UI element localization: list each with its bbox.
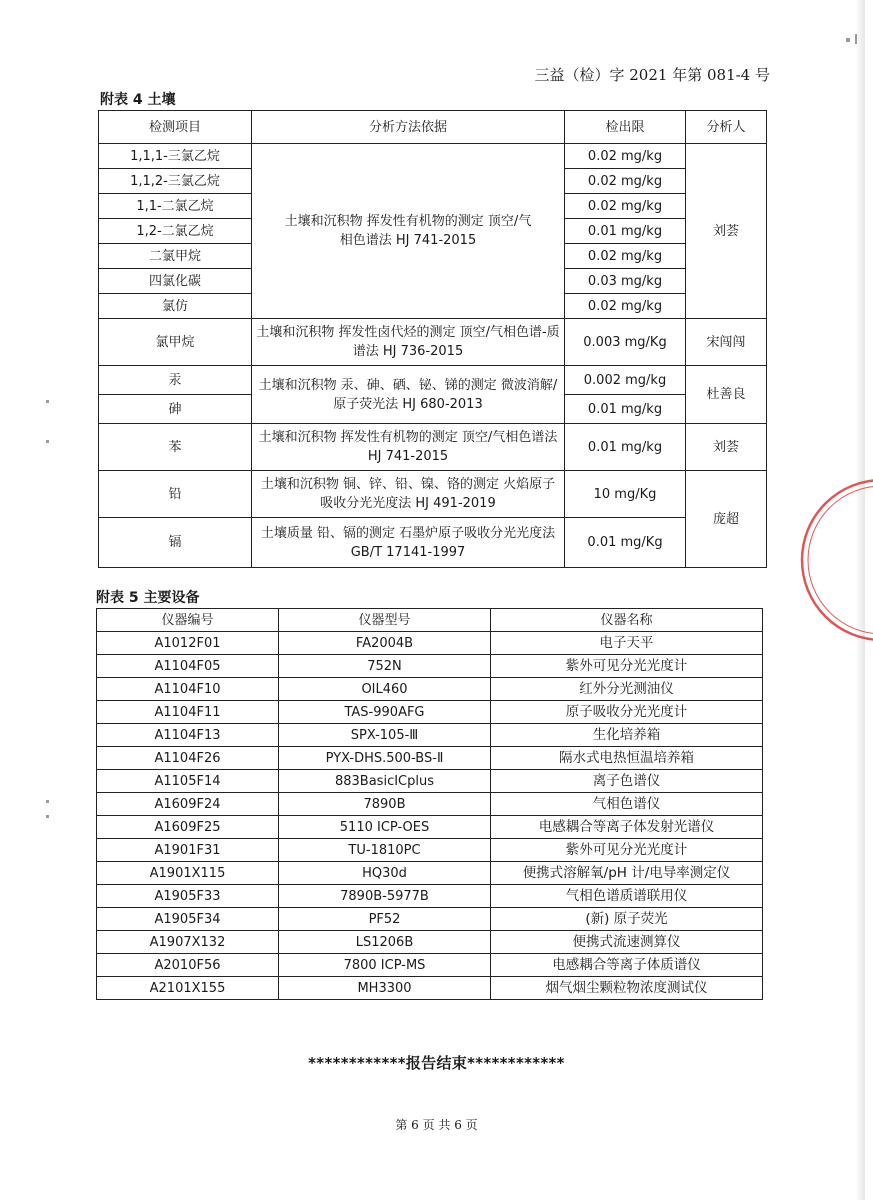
table4-caption: 附表 4 土壤 [100, 92, 176, 108]
instrument-id: A1901X115 [97, 862, 279, 885]
column-header: 仪器编号 [97, 609, 279, 632]
instrument-name: (新) 原子荧光 [491, 908, 763, 931]
column-header: 检出限 [565, 111, 686, 144]
analyst-cell: 刘荟 [686, 424, 767, 471]
instrument-id: A1907X132 [97, 931, 279, 954]
instrument-model: 7890B [279, 793, 491, 816]
equipment-row [97, 931, 763, 954]
official-seal [762, 470, 873, 650]
test-item: 汞 [99, 366, 252, 395]
test-item: 1,1-二氯乙烷 [99, 194, 252, 219]
detection-limit: 0.01 mg/kg [565, 424, 686, 471]
instrument-model: FA2004B [279, 632, 491, 655]
instrument-id: A1609F25 [97, 816, 279, 839]
detection-limit: 0.002 mg/kg [565, 366, 686, 395]
instrument-model: 5110 ICP-OES [279, 816, 491, 839]
instrument-name: 离子色谱仪 [491, 770, 763, 793]
instrument-model: 752N [279, 655, 491, 678]
scan-mark [846, 38, 850, 42]
scan-mark [46, 815, 49, 818]
test-item: 苯 [99, 424, 252, 471]
detection-limit: 0.01 mg/Kg [565, 518, 686, 568]
equipment-row [97, 701, 763, 724]
instrument-id: A1609F24 [97, 793, 279, 816]
column-header: 分析人 [686, 111, 767, 144]
scan-mark [46, 440, 49, 443]
test-item: 1,2-二氯乙烷 [99, 219, 252, 244]
instrument-id: A1104F13 [97, 724, 279, 747]
instrument-model: TAS-990AFG [279, 701, 491, 724]
instrument-name: 红外分光测油仪 [491, 678, 763, 701]
page-number: 第 6 页 共 6 页 [395, 1118, 478, 1132]
scan-mark [855, 34, 857, 44]
equipment-row [97, 770, 763, 793]
test-item: 1,1,1-三氯乙烷 [99, 144, 252, 169]
equipment-row [97, 655, 763, 678]
test-item: 氯仿 [99, 294, 252, 319]
instrument-id: A2010F56 [97, 954, 279, 977]
analyst-cell: 杜善良 [686, 366, 767, 424]
equipment-row [97, 678, 763, 701]
instrument-model: PF52 [279, 908, 491, 931]
column-header: 仪器型号 [279, 609, 491, 632]
instrument-name: 紫外可见分光光度计 [491, 839, 763, 862]
method-cell: 土壤和沉积物 汞、砷、硒、铋、锑的测定 微波消解/原子荧光法 HJ 680-2013 [252, 366, 565, 424]
soil-test-table [98, 110, 767, 568]
equipment-row [97, 724, 763, 747]
instrument-model: 7890B-5977B [279, 885, 491, 908]
method-cell: 土壤和沉积物 挥发性有机物的测定 顶空/气相色谱法 HJ 741-2015 [252, 424, 565, 471]
instrument-model: SPX-105-Ⅲ [279, 724, 491, 747]
test-item: 四氯化碳 [99, 269, 252, 294]
instrument-id: A1905F34 [97, 908, 279, 931]
instrument-model: 7800 ICP-MS [279, 954, 491, 977]
test-item: 镉 [99, 518, 252, 568]
instrument-id: A1901F31 [97, 839, 279, 862]
equipment-row [97, 885, 763, 908]
test-item: 铅 [99, 471, 252, 518]
report-end-marker: ************报告结束************ [308, 1054, 565, 1072]
test-item: 氯甲烷 [99, 319, 252, 366]
equipment-row [97, 816, 763, 839]
detection-limit: 0.02 mg/kg [565, 144, 686, 169]
instrument-name: 便携式溶解氧/pH 计/电导率测定仪 [491, 862, 763, 885]
instrument-name: 生化培养箱 [491, 724, 763, 747]
column-header: 检测项目 [99, 111, 252, 144]
equipment-table [96, 608, 763, 1000]
method-cell: 土壤和沉积物 铜、锌、铅、镍、铬的测定 火焰原子吸收分光光度法 HJ 491-2019 [252, 471, 565, 518]
instrument-name: 隔水式电热恒温培养箱 [491, 747, 763, 770]
instrument-name: 气相色谱仪 [491, 793, 763, 816]
report-number: 三益（检）字 2021 年第 081-4 号 [534, 66, 770, 84]
method-cell: 土壤质量 铅、镉的测定 石墨炉原子吸收分光光度法 GB/T 17141-1997 [252, 518, 565, 568]
instrument-id: A1104F05 [97, 655, 279, 678]
analyst-cell: 刘荟 [686, 144, 767, 319]
test-item: 1,1,2-三氯乙烷 [99, 169, 252, 194]
method-cell: 土壤和沉积物 挥发性卤代烃的测定 顶空/气相色谱-质谱法 HJ 736-2015 [252, 319, 565, 366]
instrument-name: 电子天平 [491, 632, 763, 655]
detection-limit: 0.01 mg/kg [565, 395, 686, 424]
instrument-id: A1104F11 [97, 701, 279, 724]
instrument-id: A1012F01 [97, 632, 279, 655]
instrument-model: MH3300 [279, 977, 491, 1000]
seal-stamp-image [762, 470, 873, 650]
equipment-row [97, 632, 763, 655]
instrument-model: PYX-DHS.500-BS-Ⅱ [279, 747, 491, 770]
instrument-name: 气相色谱质谱联用仪 [491, 885, 763, 908]
instrument-id: A1905F33 [97, 885, 279, 908]
instrument-model: OIL460 [279, 678, 491, 701]
equipment-row [97, 839, 763, 862]
analyst-cell: 宋闯闯 [686, 319, 767, 366]
instrument-model: HQ30d [279, 862, 491, 885]
test-item: 砷 [99, 395, 252, 424]
detection-limit: 0.003 mg/Kg [565, 319, 686, 366]
test-item: 二氯甲烷 [99, 244, 252, 269]
instrument-name: 电感耦合等离子体发射光谱仪 [491, 816, 763, 839]
instrument-name: 紫外可见分光光度计 [491, 655, 763, 678]
detection-limit: 0.02 mg/kg [565, 244, 686, 269]
detection-limit: 0.03 mg/kg [565, 269, 686, 294]
equipment-row [97, 862, 763, 885]
analyst-cell: 庞超 [686, 471, 767, 568]
instrument-name: 电感耦合等离子体质谱仪 [491, 954, 763, 977]
detection-limit: 10 mg/Kg [565, 471, 686, 518]
column-header: 仪器名称 [491, 609, 763, 632]
scan-mark [46, 400, 49, 403]
instrument-id: A1105F14 [97, 770, 279, 793]
instrument-id: A2101X155 [97, 977, 279, 1000]
instrument-name: 烟气烟尘颗粒物浓度测试仪 [491, 977, 763, 1000]
detection-limit: 0.02 mg/kg [565, 169, 686, 194]
instrument-name: 便携式流速测算仪 [491, 931, 763, 954]
detection-limit: 0.01 mg/kg [565, 219, 686, 244]
equipment-row [97, 747, 763, 770]
equipment-row [97, 793, 763, 816]
table5-caption: 附表 5 主要设备 [96, 590, 200, 606]
instrument-name: 原子吸收分光光度计 [491, 701, 763, 724]
equipment-row [97, 977, 763, 1000]
method-cell: 土壤和沉积物 挥发性有机物的测定 顶空/气相色谱法 HJ 741-2015 [252, 144, 565, 319]
equipment-row [97, 954, 763, 977]
instrument-id: A1104F26 [97, 747, 279, 770]
instrument-model: LS1206B [279, 931, 491, 954]
detection-limit: 0.02 mg/kg [565, 294, 686, 319]
column-header: 分析方法依据 [252, 111, 565, 144]
instrument-model: TU-1810PC [279, 839, 491, 862]
instrument-id: A1104F10 [97, 678, 279, 701]
scan-mark [46, 800, 49, 803]
detection-limit: 0.02 mg/kg [565, 194, 686, 219]
equipment-row [97, 908, 763, 931]
instrument-model: 883BasicICplus [279, 770, 491, 793]
